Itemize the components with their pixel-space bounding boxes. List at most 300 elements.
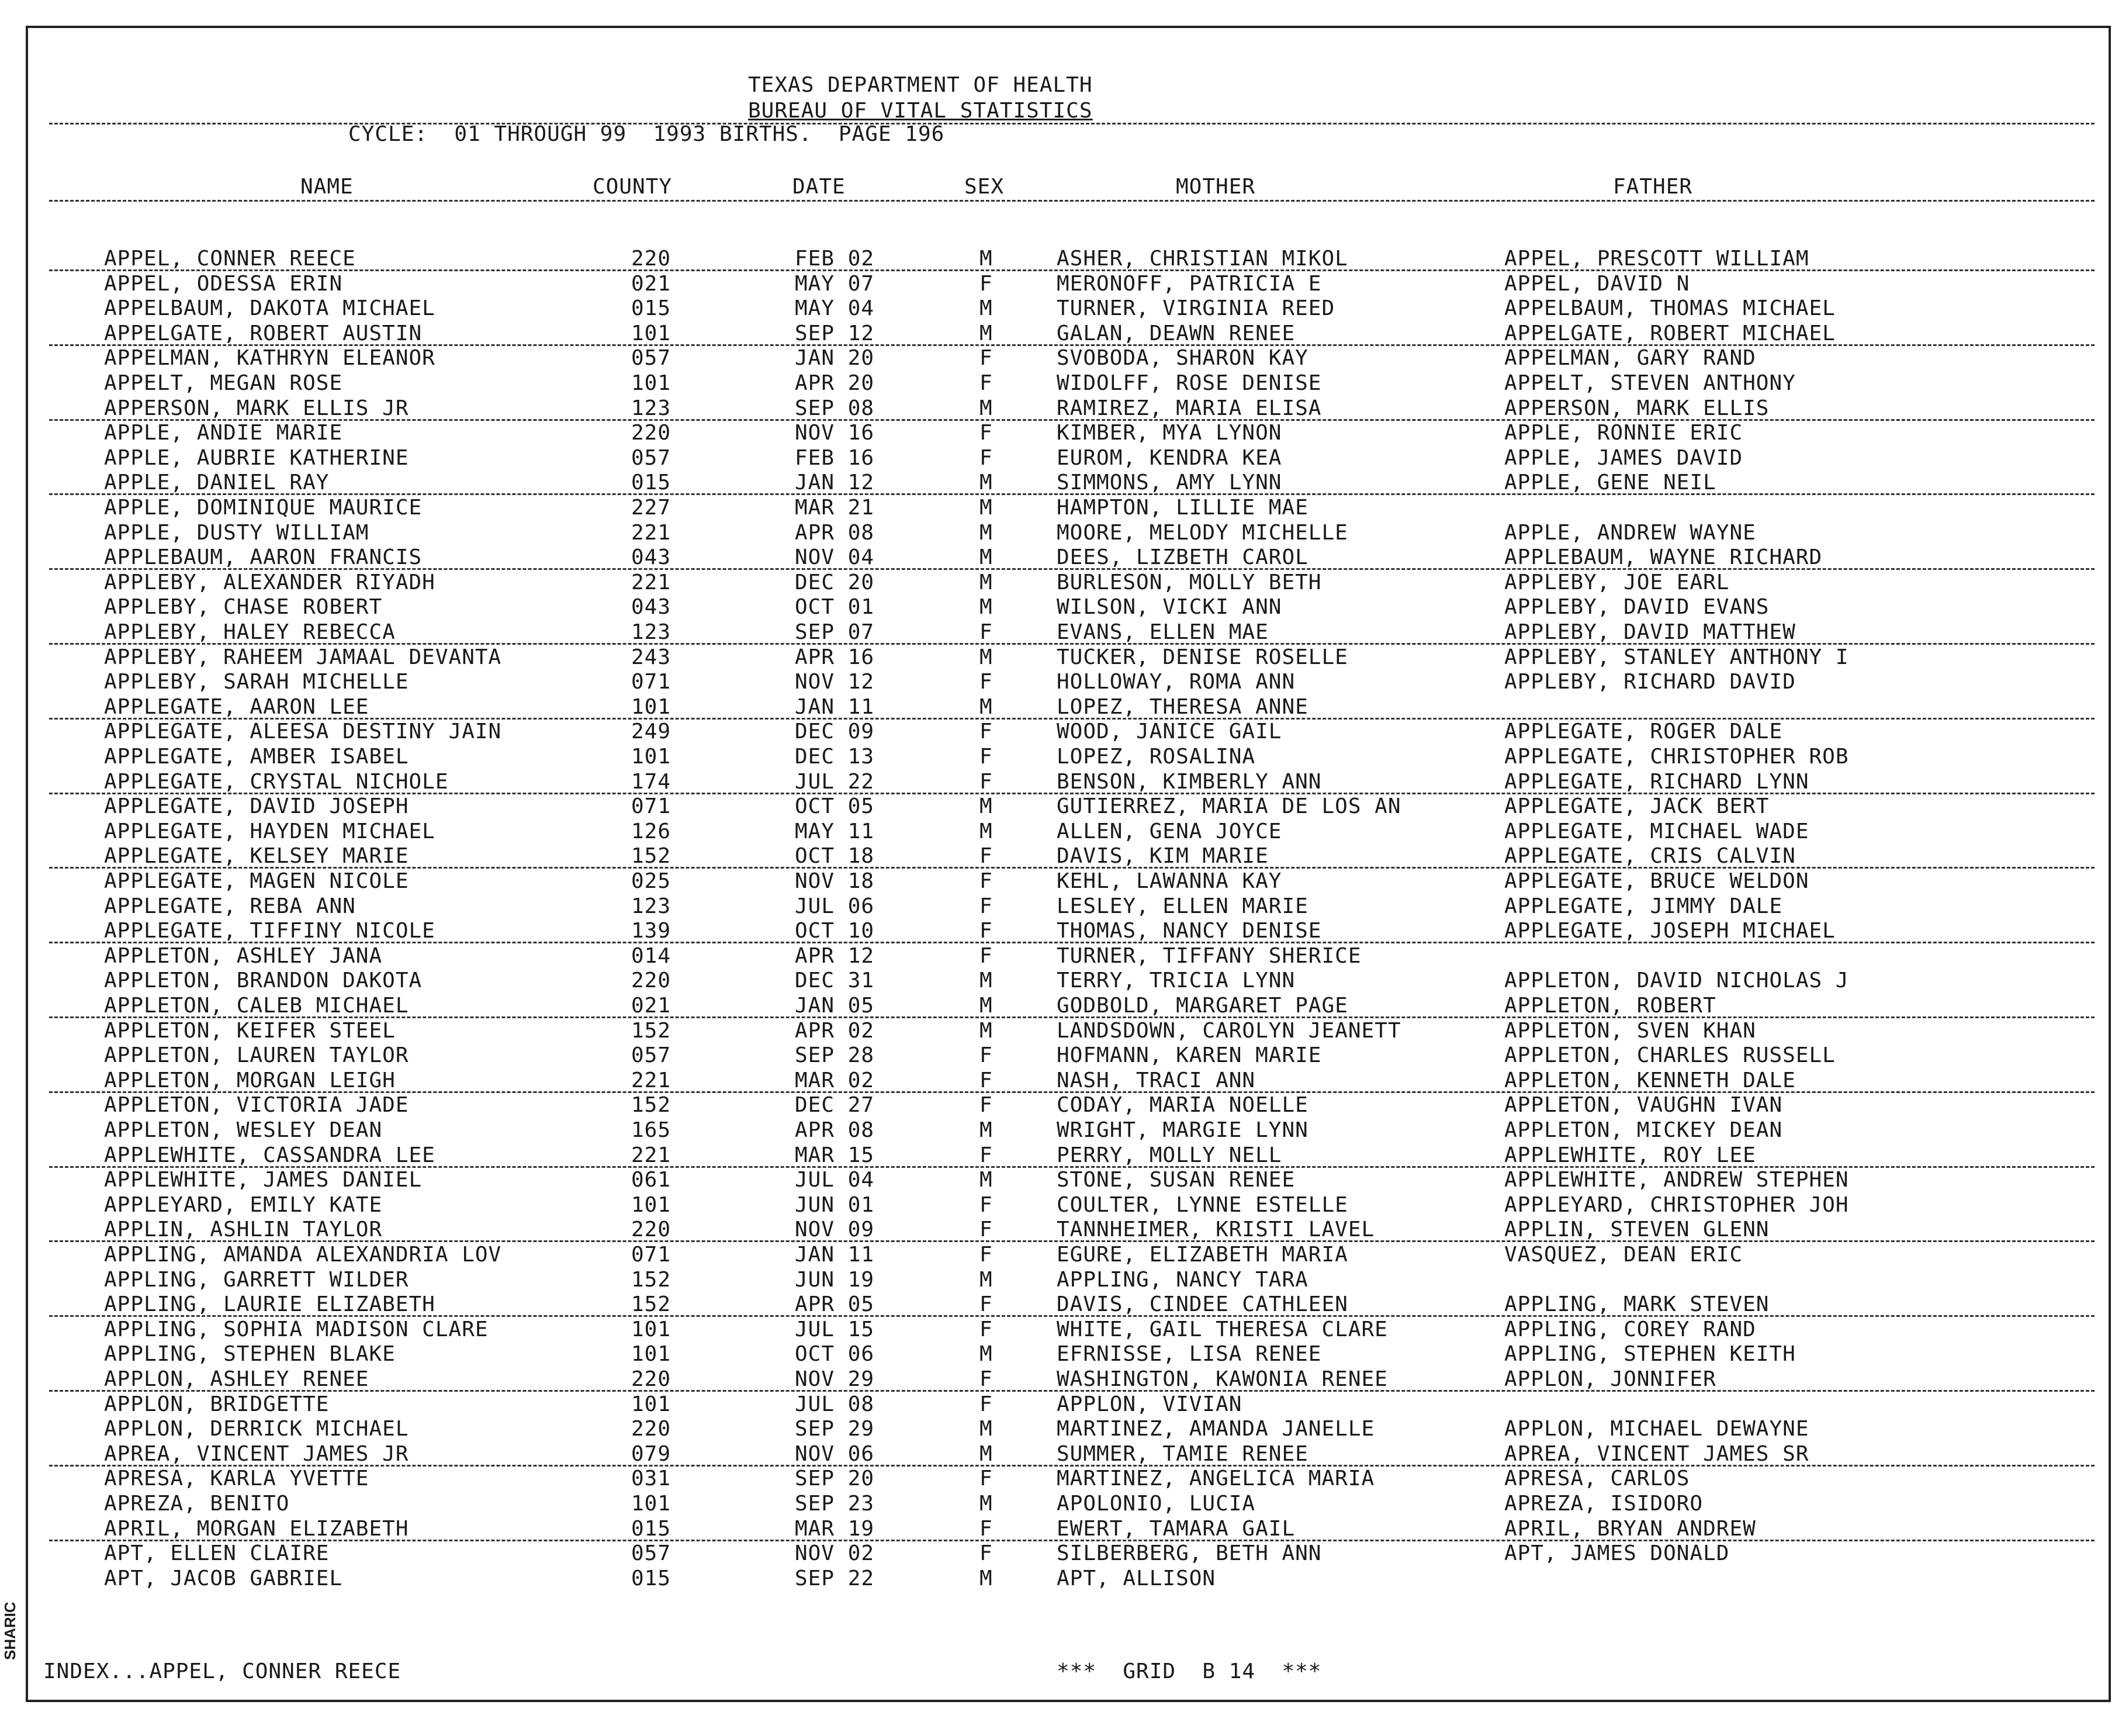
cell-father: APPLEGATE, CHRISTOPHER ROB [1504,745,1849,769]
table-row [28,945,2109,970]
cell-name: APPERSON, MARK ELLIS JR [104,396,409,420]
cell-name: APPLEWHITE, JAMES DANIEL [104,1168,423,1192]
cell-mother: BURLESON, MOLLY BETH [1057,570,1322,594]
cell-name: APPLING, AMANDA ALEXANDRIA LOV [104,1243,502,1267]
cell-mother: HOLLOWAY, ROMA ANN [1057,670,1296,694]
table-row [28,1417,2109,1443]
header-line2: BUREAU OF VITAL STATISTICS [748,99,1093,123]
cell-name: APPLEGATE, AMBER ISABEL [104,745,409,769]
cell-sex: M [979,1267,993,1292]
table-row [28,646,2109,671]
row-rule [49,942,2095,943]
cell-county: 043 [631,595,671,620]
table-row [28,1268,2109,1294]
cell-father: APPLON, JONNIFER [1504,1367,1716,1391]
cell-sex: F [979,1516,993,1541]
cell-date: NOV 06 [795,1441,875,1466]
cell-county: 139 [631,919,671,943]
col-header-date: DATE [792,175,846,199]
cell-sex: M [979,794,993,819]
cell-date: APR 20 [795,371,875,395]
row-rule [49,1390,2095,1392]
cell-county: 101 [631,1342,671,1367]
cell-sex: F [979,894,993,918]
cell-name: APREZA, BENITO [104,1492,290,1516]
table-row [28,919,2109,945]
row-rule [49,643,2095,645]
cell-sex: F [979,445,993,470]
cell-sex: F [979,670,993,694]
cell-date: JUL 22 [795,769,875,794]
cell-county: 021 [631,271,671,296]
cell-county: 221 [631,520,671,545]
cell-name: APRESA, KARLA YVETTE [104,1467,369,1491]
cell-date: SEP 23 [795,1492,875,1516]
table-row [28,571,2109,596]
cell-sex: F [979,769,993,794]
cell-father: APPLEGATE, MICHAEL WADE [1504,819,1809,843]
cell-date: NOV 18 [795,869,875,893]
cell-county: 220 [631,1218,671,1242]
cell-father: APPLEWHITE, ANDREW STEPHEN [1504,1168,1849,1192]
cell-name: APPLETON, MORGAN LEIGH [104,1068,396,1092]
cell-date: MAY 11 [795,819,875,843]
cell-name: APPLEBY, SARAH MICHELLE [104,670,409,694]
cell-date: MAY 07 [795,271,875,296]
cell-sex: F [979,371,993,395]
cell-father: APREZA, ISIDORO [1504,1492,1704,1516]
cell-county: 071 [631,670,671,694]
cell-name: APPLEGATE, AARON LEE [104,694,369,719]
cell-date: APR 08 [795,520,875,545]
cell-date: DEC 20 [795,570,875,594]
cell-county: 220 [631,1417,671,1441]
cell-date: JAN 11 [795,1243,875,1267]
cell-name: APPLEGATE, CRYSTAL NICHOLE [104,769,449,794]
cell-father: APPLING, STEPHEN KEITH [1504,1342,1796,1367]
cell-county: 249 [631,720,671,744]
cell-father: APPLEBY, RICHARD DAVID [1504,670,1796,694]
cell-date: SEP 12 [795,321,875,345]
cell-father: APRIL, BRYAN ANDREW [1504,1516,1756,1541]
cell-mother: EVANS, ELLEN MAE [1057,620,1269,644]
cell-date: SEP 20 [795,1467,875,1491]
cell-father: APPLING, MARK STEVEN [1504,1292,1770,1317]
cell-county: 015 [631,1566,671,1590]
cell-county: 061 [631,1168,671,1192]
cell-county: 220 [631,1367,671,1391]
cell-father: APPLEGATE, RICHARD LYNN [1504,769,1809,794]
row-rule [49,1166,2095,1168]
cell-county: 221 [631,570,671,594]
cell-date: SEP 08 [795,396,875,420]
cell-county: 057 [631,346,671,371]
row-rule [49,1240,2095,1242]
cell-father: APPLETON, KENNETH DALE [1504,1068,1796,1092]
cell-sex: F [979,620,993,644]
cell-county: 101 [631,321,671,345]
cell-sex: F [979,1192,993,1217]
cell-name: APPLETON, KEIFER STEEL [104,1018,396,1043]
cell-father: APPLEGATE, JIMMY DALE [1504,894,1783,918]
cell-date: NOV 04 [795,545,875,570]
cell-mother: MARTINEZ, AMANDA JANELLE [1057,1417,1375,1441]
cell-mother: MERONOFF, PATRICIA E [1057,271,1322,296]
cell-mother: EFRNISSE, LISA RENEE [1057,1342,1322,1367]
cell-mother: KIMBER, MYA LYNON [1057,421,1282,445]
cell-date: NOV 09 [795,1218,875,1242]
row-rule [49,1465,2095,1467]
table-row [28,870,2109,895]
cell-date: APR 08 [795,1118,875,1142]
cell-sex: M [979,396,993,420]
cell-name: APPLING, GARRETT WILDER [104,1267,409,1292]
cell-date: OCT 18 [795,844,875,869]
cell-sex: M [979,1566,993,1590]
cell-county: 152 [631,844,671,869]
table-row [28,421,2109,447]
cell-date: DEC 27 [795,1093,875,1118]
cell-father: APPLEGATE, JOSEPH MICHAEL [1504,919,1836,943]
table-row [28,1094,2109,1119]
table-row [28,895,2109,920]
row-rule [49,344,2095,346]
cell-sex: F [979,1143,993,1167]
cell-name: APPLING, LAURIE ELIZABETH [104,1292,435,1317]
cell-mother: GUTIERREZ, MARIA DE LOS AN [1057,794,1401,819]
cell-name: APPLEGATE, HAYDEN MICHAEL [104,819,435,843]
cell-name: APPLETON, VICTORIA JADE [104,1093,409,1118]
cell-sex: F [979,1068,993,1092]
table-row [28,745,2109,770]
cell-county: 152 [631,1292,671,1317]
cell-mother: NASH, TRACI ANN [1057,1068,1256,1092]
cell-sex: F [979,1367,993,1391]
cell-sex: F [979,943,993,968]
table-row [28,1168,2109,1194]
cell-county: 014 [631,943,671,968]
cell-mother: MOORE, MELODY MICHELLE [1057,520,1348,545]
cell-sex: M [979,994,993,1018]
cell-father: APPLETON, MICKEY DEAN [1504,1118,1783,1142]
table-row [28,621,2109,646]
cell-date: SEP 07 [795,620,875,644]
row-rule [49,1540,2095,1541]
cell-mother: LOPEZ, THERESA ANNE [1057,694,1308,719]
cell-mother: COULTER, LYNNE ESTELLE [1057,1192,1348,1217]
cell-name: APPELGATE, ROBERT AUSTIN [104,321,423,345]
cell-mother: TANNHEIMER, KRISTI LAVEL [1057,1218,1375,1242]
cell-sex: F [979,1541,993,1566]
table-row [28,1517,2109,1543]
row-rule [49,493,2095,495]
cell-county: 031 [631,1467,671,1491]
cell-county: 057 [631,1043,671,1068]
cell-name: APPLEBAUM, AARON FRANCIS [104,545,423,570]
cell-name: APPLON, ASHLEY RENEE [104,1367,369,1391]
cell-father: APPLE, ANDREW WAYNE [1504,520,1756,545]
cell-mother: APT, ALLISON [1057,1566,1216,1590]
table-row [28,496,2109,521]
cell-name: APPLE, DUSTY WILLIAM [104,520,369,545]
side-tag: SHARIC [1,1602,19,1660]
cell-name: APPLEGATE, KELSEY MARIE [104,844,409,869]
cell-name: APPLING, SOPHIA MADISON CLARE [104,1317,489,1341]
cell-sex: M [979,321,993,345]
cell-name: APPLETON, WESLEY DEAN [104,1118,383,1142]
table-row [28,1443,2109,1468]
cell-name: APPELMAN, KATHRYN ELEANOR [104,346,435,371]
cell-date: NOV 16 [795,421,875,445]
cell-mother: HAMPTON, LILLIE MAE [1057,496,1308,520]
cell-sex: F [979,1292,993,1317]
cell-county: 220 [631,969,671,993]
cell-county: 015 [631,296,671,321]
col-header-mother: MOTHER [1176,175,1256,199]
table-row [28,696,2109,721]
cell-county: 123 [631,396,671,420]
cell-mother: ALLEN, GENA JOYCE [1057,819,1282,843]
cycle-line: CYCLE: 01 THROUGH 99 1993 BIRTHS. PAGE 196 [348,122,945,146]
table-row [28,596,2109,621]
cell-county: 243 [631,645,671,669]
cell-sex: M [979,694,993,719]
cell-county: 015 [631,1516,671,1541]
cell-county: 071 [631,794,671,819]
cell-date: SEP 28 [795,1043,875,1068]
table-row [28,347,2109,372]
cell-name: APPLEWHITE, CASSANDRA LEE [104,1143,435,1167]
cell-sex: F [979,1243,993,1267]
cell-name: APT, ELLEN CLAIRE [104,1541,330,1566]
cell-father: APPEL, PRESCOTT WILLIAM [1504,247,1809,271]
table-row [28,1393,2109,1418]
cell-name: APPLEBY, ALEXANDER RIYADH [104,570,435,594]
cell-name: APPLING, STEPHEN BLAKE [104,1342,396,1367]
cell-mother: APOLONIO, LUCIA [1057,1492,1256,1516]
cell-sex: M [979,595,993,620]
table-row [28,1243,2109,1268]
cell-date: APR 05 [795,1292,875,1317]
cell-county: 123 [631,894,671,918]
cell-father: APPLEYARD, CHRISTOPHER JOH [1504,1192,1849,1217]
cell-sex: M [979,1441,993,1466]
cell-county: 071 [631,1243,671,1267]
cell-mother: TUCKER, DENISE ROSELLE [1057,645,1348,669]
cell-mother: BENSON, KIMBERLY ANN [1057,769,1322,794]
cell-sex: M [979,496,993,520]
table-row [28,1218,2109,1243]
cell-mother: TERRY, TRICIA LYNN [1057,969,1296,993]
cell-mother: WILSON, VICKI ANN [1057,595,1282,620]
cell-father: APPLEBY, DAVID EVANS [1504,595,1770,620]
cell-sex: F [979,720,993,744]
table-row [28,820,2109,845]
cell-name: APREA, VINCENT JAMES JR [104,1441,409,1466]
cell-date: SEP 22 [795,1566,875,1590]
cell-mother: WASHINGTON, KAWONIA RENEE [1057,1367,1388,1391]
cell-name: APPLETON, CALEB MICHAEL [104,994,409,1018]
cell-county: 220 [631,247,671,271]
footer-index: INDEX...APPEL, CONNER REECE [43,1659,401,1683]
cell-name: APPLETON, BRANDON DAKOTA [104,969,423,993]
cell-date: OCT 05 [795,794,875,819]
cell-sex: F [979,1392,993,1416]
cell-father: APPLETON, DAVID NICHOLAS J [1504,969,1849,993]
cell-county: 174 [631,769,671,794]
col-header-sex: SEX [964,175,1005,199]
table-row [28,1194,2109,1219]
row-rule [49,419,2095,421]
table-row [28,845,2109,870]
cell-sex: M [979,570,993,594]
table-row [28,297,2109,322]
cell-county: 043 [631,545,671,570]
table-row [28,1567,2109,1592]
table-row [28,447,2109,472]
row-rule [49,568,2095,570]
cell-date: MAR 19 [795,1516,875,1541]
cell-date: JAN 12 [795,471,875,495]
cell-name: APPLEBY, HALEY REBECCA [104,620,396,644]
cell-county: 152 [631,1267,671,1292]
cell-mother: MARTINEZ, ANGELICA MARIA [1057,1467,1375,1491]
cell-date: JUN 19 [795,1267,875,1292]
row-rule [49,1315,2095,1317]
cell-mother: LANDSDOWN, CAROLYN JEANETT [1057,1018,1401,1043]
cell-county: 101 [631,1192,671,1217]
cell-mother: ASHER, CHRISTIAN MIKOL [1057,247,1348,271]
cell-sex: M [979,1118,993,1142]
cell-father: APPELMAN, GARY RAND [1504,346,1756,371]
cell-sex: F [979,1043,993,1068]
cell-date: OCT 06 [795,1342,875,1367]
table-row [28,994,2109,1019]
cell-name: APPLEGATE, TIFFINY NICOLE [104,919,435,943]
cell-name: APPLEGATE, MAGEN NICOLE [104,869,409,893]
cell-name: APPLON, DERRICK MICHAEL [104,1417,409,1441]
row-rule [49,867,2095,869]
cell-name: APPLEYARD, EMILY KATE [104,1192,383,1217]
cell-name: APPLON, BRIDGETTE [104,1392,330,1416]
cell-sex: F [979,869,993,893]
cell-father: APRESA, CARLOS [1504,1467,1690,1491]
cell-sex: F [979,1218,993,1242]
cell-mother: WHITE, GAIL THERESA CLARE [1057,1317,1388,1341]
cell-name: APPEL, ODESSA ERIN [104,271,343,296]
cell-sex: M [979,520,993,545]
cell-father: APPLETON, CHARLES RUSSELL [1504,1043,1836,1068]
row-rule [49,793,2095,794]
table-row [28,1542,2109,1567]
cell-mother: EGURE, ELIZABETH MARIA [1057,1243,1348,1267]
cell-mother: THOMAS, NANCY DENISE [1057,919,1322,943]
cell-sex: M [979,1168,993,1192]
cell-name: APPLETON, ASHLEY JANA [104,943,383,968]
col-header-name: NAME [300,175,354,199]
cell-county: 220 [631,421,671,445]
table-row [28,770,2109,796]
cell-county: 165 [631,1118,671,1142]
cell-date: OCT 01 [795,595,875,620]
cell-mother: TURNER, VIRGINIA REED [1057,296,1335,321]
table-row [28,1019,2109,1045]
cell-father: APPLEGATE, BRUCE WELDON [1504,869,1809,893]
cell-mother: DAVIS, CINDEE CATHLEEN [1057,1292,1348,1317]
cell-date: DEC 13 [795,745,875,769]
cell-father: APPLE, JAMES DAVID [1504,445,1743,470]
cell-county: 101 [631,1392,671,1416]
cell-father: APPLEBAUM, WAYNE RICHARD [1504,545,1823,570]
table-row [28,1368,2109,1393]
table-row [28,670,2109,696]
table-row [28,1318,2109,1343]
cell-name: APPLETON, LAUREN TAYLOR [104,1043,409,1068]
cell-mother: GODBOLD, MARGARET PAGE [1057,994,1348,1018]
cell-mother: KEHL, LAWANNA KAY [1057,869,1282,893]
cell-father: APPLEBY, DAVID MATTHEW [1504,620,1796,644]
cell-date: JAN 05 [795,994,875,1018]
cell-father: VASQUEZ, DEAN ERIC [1504,1243,1743,1267]
cell-mother: LOPEZ, ROSALINA [1057,745,1256,769]
table-row [28,1044,2109,1069]
cell-county: 021 [631,994,671,1018]
cell-name: APPELBAUM, DAKOTA MICHAEL [104,296,435,321]
cell-father: APPLEGATE, ROGER DALE [1504,720,1783,744]
cell-sex: F [979,745,993,769]
cell-father: APPLE, RONNIE ERIC [1504,421,1743,445]
cell-name: APT, JACOB GABRIEL [104,1566,343,1590]
cell-mother: EUROM, KENDRA KEA [1057,445,1282,470]
cell-mother: DEES, LIZBETH CAROL [1057,545,1308,570]
cell-date: JAN 11 [795,694,875,719]
cell-mother: SIMMONS, AMY LYNN [1057,471,1282,495]
cell-father: APPLING, COREY RAND [1504,1317,1756,1341]
table-row [28,521,2109,547]
table-row [28,471,2109,496]
cell-date: JUL 04 [795,1168,875,1192]
table-row [28,1069,2109,1094]
cell-father: APPLEBY, JOE EARL [1504,570,1730,594]
cell-father: APPLEWHITE, ROY LEE [1504,1143,1756,1167]
cell-date: APR 02 [795,1018,875,1043]
cell-sex: F [979,421,993,445]
cell-date: MAR 02 [795,1068,875,1092]
cell-name: APPEL, CONNER REECE [104,247,356,271]
cell-father: APPELT, STEVEN ANTHONY [1504,371,1796,395]
cell-date: OCT 10 [795,919,875,943]
row-rule [49,1091,2095,1093]
cell-name: APPLEGATE, REBA ANN [104,894,356,918]
cell-mother: WRIGHT, MARGIE LYNN [1057,1118,1308,1142]
cell-mother: CODAY, MARIA NOELLE [1057,1093,1308,1118]
cell-mother: SVOBODA, SHARON KAY [1057,346,1308,371]
row-rule [49,1016,2095,1018]
cell-date: APR 16 [795,645,875,669]
cell-sex: M [979,1417,993,1441]
cell-county: 101 [631,1492,671,1516]
cell-name: APPLEBY, CHASE ROBERT [104,595,383,620]
cell-father: APPEL, DAVID N [1504,271,1690,296]
column-header-divider [49,200,2095,202]
col-header-county: COUNTY [593,175,673,199]
cell-father: APPLON, MICHAEL DEWAYNE [1504,1417,1809,1441]
col-header-father: FATHER [1613,175,1693,199]
cell-sex: M [979,1018,993,1043]
footer-grid: *** GRID B 14 *** [1057,1659,1322,1683]
cell-county: 152 [631,1018,671,1043]
cell-sex: M [979,969,993,993]
